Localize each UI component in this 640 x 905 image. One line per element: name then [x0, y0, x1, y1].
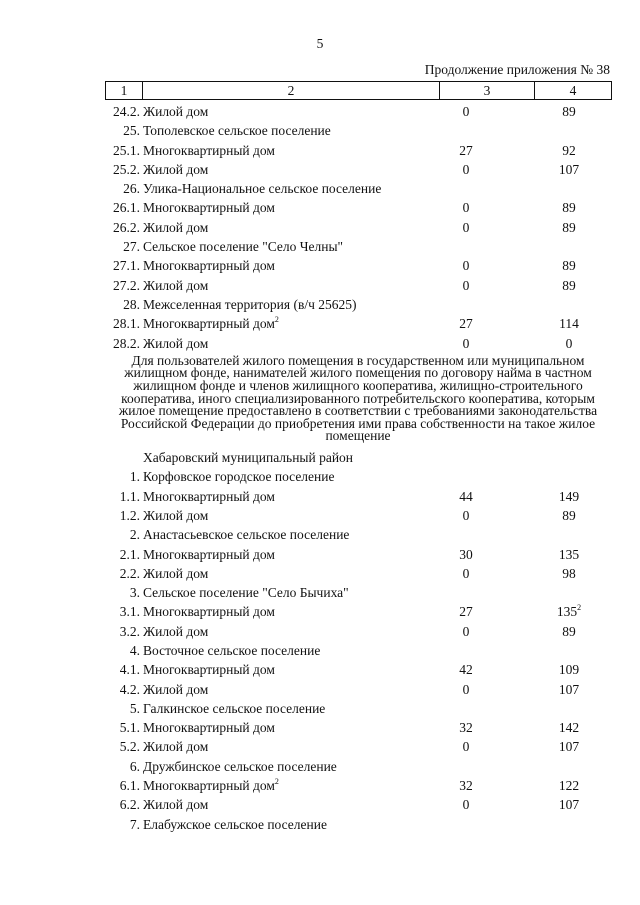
row-number: 27.1.	[113, 258, 140, 274]
table-row	[0, 314, 640, 333]
row-name	[143, 276, 208, 295]
row-name-text: Многоквартирный дом	[143, 546, 275, 562]
value-column-4	[533, 622, 605, 641]
value-column-3: 42	[459, 662, 473, 678]
row-number: 4.	[129, 642, 140, 658]
value-column-4-text: 122	[558, 778, 580, 794]
row-name	[143, 179, 381, 198]
value-column-4-text: 89	[562, 258, 576, 274]
column-header-3: 3	[440, 82, 535, 100]
value-column-4	[533, 198, 605, 217]
value-column-4	[533, 680, 605, 699]
row-name-text: Сельское поселение "Село Бычиха"	[143, 585, 349, 601]
value-column-3: 32	[459, 778, 473, 794]
value-column-4-text: 149	[558, 488, 580, 504]
row-name	[143, 487, 275, 506]
settlement-group-row	[0, 699, 640, 718]
value-column-4-text: 89	[562, 507, 576, 523]
row-number: 3.1.	[119, 604, 140, 620]
table-row	[0, 102, 640, 121]
value-column-4	[533, 314, 605, 333]
row-number: 7.	[129, 816, 140, 832]
row-name-text: Жилой дом	[143, 507, 209, 523]
row-name-text: Анастасьевское сельское поселение	[143, 527, 350, 543]
value-column-3: 0	[462, 565, 470, 581]
value-column-4-text: 114	[559, 316, 579, 332]
row-name-text: Жилой дом	[143, 335, 209, 351]
row-name	[143, 295, 356, 314]
row-name	[143, 334, 208, 353]
row-name	[143, 622, 208, 641]
value-column-4	[533, 276, 605, 295]
table-row	[0, 160, 640, 179]
row-number: 3.2.	[119, 623, 140, 639]
settlement-group-row	[0, 583, 640, 602]
row-name-text: Жилой дом	[143, 219, 209, 235]
value-column-4-text: 109	[558, 662, 580, 678]
value-column-4-text: 0	[565, 335, 573, 351]
row-name-text: Корфовское городское поселение	[143, 469, 335, 485]
row-name	[143, 583, 349, 602]
row-name-text: Жилой дом	[143, 623, 209, 639]
row-name-text: Дружбинское сельское поселение	[143, 758, 337, 774]
value-column-4	[533, 602, 605, 621]
footnote-marker: 2	[577, 603, 582, 613]
value-column-4	[533, 545, 605, 564]
row-name	[143, 237, 343, 256]
value-column-3: 0	[462, 104, 470, 119]
row-number: 26.2.	[113, 219, 140, 235]
value-column-4-text: 92	[562, 142, 576, 158]
row-number: 2.	[129, 527, 140, 543]
row-name	[143, 506, 208, 525]
value-column-4-text: 107	[558, 681, 580, 697]
row-name-text: Жилой дом	[143, 797, 209, 813]
value-column-4	[533, 256, 605, 275]
row-name	[143, 525, 349, 544]
row-number: 6.	[129, 758, 140, 774]
row-name	[143, 641, 320, 660]
column-header-2: 2	[143, 82, 440, 100]
row-name-text: Многоквартирный дом	[143, 142, 275, 158]
value-column-3: 0	[462, 507, 470, 523]
settlement-group-row	[0, 467, 640, 486]
row-name	[143, 795, 208, 814]
value-column-3: 0	[462, 681, 470, 697]
value-column-3: 0	[462, 739, 470, 755]
value-column-4	[533, 218, 605, 237]
row-number: 25.	[123, 123, 140, 139]
row-name-text: Жилой дом	[143, 739, 209, 755]
value-column-4	[533, 141, 605, 160]
row-number: 28.1.	[113, 316, 140, 332]
value-column-4	[533, 564, 605, 583]
value-column-4	[533, 776, 605, 795]
row-number: 2.2.	[119, 565, 140, 581]
value-column-3: 0	[462, 335, 470, 351]
value-column-4-text: 89	[562, 623, 576, 639]
row-name-text: Жилой дом	[143, 681, 209, 697]
settlement-group-row	[0, 121, 640, 140]
value-column-3: 0	[462, 219, 470, 235]
value-column-3: 32	[459, 720, 473, 736]
district-row	[0, 448, 640, 467]
value-column-3: 27	[459, 604, 473, 620]
table-row	[0, 718, 640, 737]
value-column-4	[533, 160, 605, 179]
value-column-4-text: 107	[558, 739, 580, 755]
table-row	[0, 276, 640, 295]
row-name	[143, 256, 275, 275]
row-name-text: Многоквартирный дом	[143, 720, 275, 736]
row-name	[143, 602, 275, 621]
row-name	[143, 718, 275, 737]
row-name-text: Жилой дом	[143, 104, 209, 119]
value-column-3: 0	[462, 200, 470, 216]
value-column-3: 0	[462, 161, 470, 177]
table-row	[0, 198, 640, 217]
column-header-4: 4	[535, 82, 612, 100]
settlement-group-row	[0, 641, 640, 660]
value-column-4-text: 89	[562, 277, 576, 293]
row-number: 27.	[123, 239, 140, 255]
row-name	[143, 314, 279, 333]
appendix-caption: Продолжение приложения № 38	[424, 62, 610, 77]
table-row	[0, 776, 640, 795]
row-name-text: Улика-Национальное сельское поселение	[143, 181, 382, 197]
row-number: 27.2.	[113, 277, 140, 293]
row-number: 6.2.	[119, 797, 140, 813]
value-column-3: 0	[462, 277, 470, 293]
value-column-3: 0	[462, 623, 470, 639]
row-name	[143, 121, 331, 140]
row-name	[143, 776, 279, 795]
table-row	[0, 334, 640, 353]
table-row	[0, 256, 640, 275]
row-name-text: Восточное сельское поселение	[143, 642, 321, 658]
table-row	[0, 660, 640, 679]
row-name	[143, 680, 208, 699]
value-column-4	[533, 102, 605, 121]
table-row	[0, 564, 640, 583]
row-name-text: Жилой дом	[143, 161, 209, 177]
row-name-text: Тополевское сельское поселение	[143, 123, 331, 139]
value-column-4-text: 89	[562, 200, 576, 216]
row-number: 5.2.	[119, 739, 140, 755]
table-row	[0, 141, 640, 160]
row-number: 26.1.	[113, 200, 140, 216]
table-row	[0, 487, 640, 506]
row-name-text: Галкинское сельское поселение	[143, 700, 326, 716]
row-name	[143, 218, 208, 237]
row-name-text: Многоквартирный дом	[143, 488, 275, 504]
value-column-4	[533, 737, 605, 756]
row-number: 24.2.	[113, 104, 140, 119]
row-name-text: Межселенная территория (в/ч 25625)	[143, 296, 357, 312]
value-column-4-text: 135	[556, 604, 578, 620]
value-column-4-text: 98	[562, 565, 576, 581]
tariff-list	[0, 102, 640, 834]
value-column-4-text: 89	[562, 104, 576, 119]
column-header-1: 1	[106, 82, 143, 100]
row-number: 4.1.	[119, 662, 140, 678]
row-name-text: Многоквартирный дом	[143, 258, 275, 274]
row-number: 1.	[129, 469, 140, 485]
value-column-4	[533, 795, 605, 814]
row-name	[143, 564, 208, 583]
row-name	[143, 545, 275, 564]
row-name-text: Сельское поселение "Село Челны"	[143, 239, 344, 255]
table-row	[0, 795, 640, 814]
row-name-text: Елабужское сельское поселение	[143, 816, 327, 832]
row-name	[143, 660, 275, 679]
settlement-group-row	[0, 295, 640, 314]
value-column-3: 44	[459, 488, 473, 504]
rows-top	[0, 102, 640, 353]
row-name	[143, 141, 275, 160]
value-column-4-text: 135	[558, 546, 580, 562]
row-name	[143, 699, 325, 718]
row-number: 25.1.	[113, 142, 140, 158]
value-column-4	[533, 506, 605, 525]
value-column-3: 30	[459, 546, 473, 562]
rows-bottom	[0, 467, 640, 834]
row-number: 1.2.	[119, 507, 140, 523]
row-name	[143, 198, 275, 217]
row-name-text: Многоквартирный дом	[143, 604, 275, 620]
value-column-4-text: 107	[558, 797, 580, 813]
settlement-group-row	[0, 237, 640, 256]
table-row	[0, 737, 640, 756]
row-name-text: Жилой дом	[143, 277, 209, 293]
table-row	[0, 602, 640, 621]
value-column-4	[533, 660, 605, 679]
table-row	[0, 680, 640, 699]
row-name	[143, 102, 208, 121]
row-name-text: Многоквартирный дом	[143, 662, 275, 678]
value-column-4	[533, 718, 605, 737]
row-number: 3.	[129, 585, 140, 601]
row-name-text: Многоквартирный дом	[143, 778, 275, 794]
footnote-marker: 2	[274, 315, 279, 325]
row-number: 5.1.	[119, 720, 140, 736]
row-number: 28.	[123, 296, 140, 312]
value-column-4	[533, 334, 605, 353]
value-column-4	[533, 487, 605, 506]
settlement-group-row	[0, 525, 640, 544]
value-column-3: 0	[462, 797, 470, 813]
value-column-4-text: 89	[562, 219, 576, 235]
row-number: 1.1.	[119, 488, 140, 504]
value-column-3: 0	[462, 258, 470, 274]
row-number: 25.2.	[113, 161, 140, 177]
row-number: 26.	[123, 181, 140, 197]
row-number: 5.	[129, 700, 140, 716]
row-name-text: Многоквартирный дом	[143, 316, 275, 332]
settlement-group-row	[0, 757, 640, 776]
table-row	[0, 545, 640, 564]
page-number: 5	[316, 36, 324, 51]
row-name	[143, 467, 334, 486]
value-column-4-text: 142	[558, 720, 580, 736]
section-title: Для пользователей жилого помещения в государственном или муниципальном жилищном фонде, нанимателей жилого помещения по договору найма в частном жилищном фонде и членов жилищного кооператива, жилищно-строительного кооператива, иного специализированного потребительского кооператива, которым жилое помещение предоставлено в соответствии с требованиями законодательства Российской Федерации до приобретения ими права собственности на такое жилое помещение	[118, 352, 598, 444]
district-name: Хабаровский муниципальный район	[143, 450, 354, 466]
column-header-table	[105, 81, 612, 100]
row-number: 6.1.	[119, 778, 140, 794]
table-row	[0, 506, 640, 525]
row-name	[143, 160, 208, 179]
row-number: 2.1.	[119, 546, 140, 562]
row-name	[143, 815, 327, 834]
row-name-text: Жилой дом	[143, 565, 209, 581]
row-name-text: Многоквартирный дом	[143, 200, 275, 216]
settlement-group-row	[0, 815, 640, 834]
row-number: 28.2.	[113, 335, 140, 351]
value-column-4-text: 107	[558, 161, 580, 177]
row-number: 4.2.	[119, 681, 140, 697]
value-column-3: 27	[459, 142, 473, 158]
row-name	[143, 757, 337, 776]
value-column-3: 27	[459, 316, 473, 332]
table-row	[0, 218, 640, 237]
footnote-marker: 2	[274, 777, 279, 787]
settlement-group-row	[0, 179, 640, 198]
row-name	[143, 737, 208, 756]
table-row	[0, 622, 640, 641]
